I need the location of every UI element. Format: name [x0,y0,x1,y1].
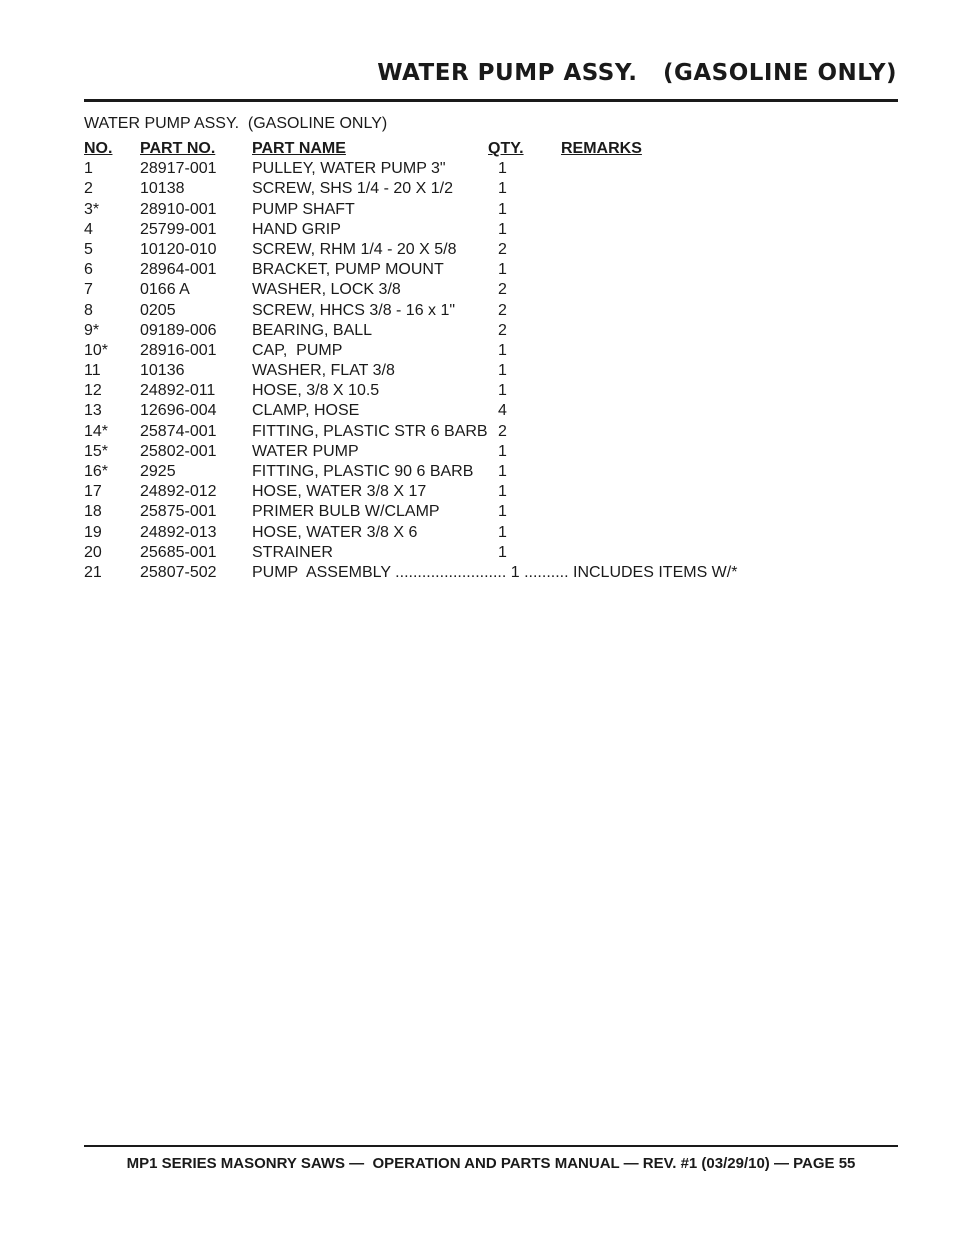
part-number: 25799-001 [140,220,217,238]
parts-list-row [84,220,844,240]
part-number: 10136 [140,362,185,380]
parts-list-row [84,321,844,341]
part-number: 25874-001 [140,422,217,440]
part-name: WASHER, FLAT 3/8 [252,362,395,380]
part-number: 24892-012 [140,483,217,501]
part-name: PUMP SHAFT [252,200,355,218]
quantity: 2 [498,321,507,339]
part-name: BRACKET, PUMP MOUNT [252,261,444,279]
item-number: 10* [84,341,109,359]
parts-list-row [84,381,844,401]
item-number: 3* [84,200,100,218]
section-title: WATER PUMP ASSY. (GASOLINE ONLY) [84,115,388,132]
item-number: 7 [84,281,93,299]
parts-list-row [84,361,844,381]
part-name: FITTING, PLASTIC 90 6 BARB [252,463,474,480]
part-number: 25802-001 [140,442,217,460]
part-number: 0166 A [140,281,190,299]
part-number: 28917-001 [140,160,217,178]
parts-list-row [84,422,844,442]
part-number: 10138 [140,180,185,198]
quantity: 1 [498,442,507,460]
parts-list-row [84,179,844,199]
item-number: 2 [84,180,93,198]
part-name: BEARING, BALL [252,321,373,339]
parts-list-row [84,442,844,462]
part-name: HOSE, WATER 3/8 X 17 [252,483,427,501]
column-header-qty: QTY. [488,140,524,157]
part-name: FITTING, PLASTIC STR 6 BARB [252,422,488,440]
item-number: 17 [84,483,102,501]
part-name: SCREW, SHS 1/4 - 20 X 1/2 [252,180,453,198]
part-name: SCREW, RHM 1/4 - 20 X 5/8 [252,240,457,258]
item-number: 14* [84,422,109,440]
part-name: HOSE, WATER 3/8 X 6 [252,523,418,541]
quantity: 1 [498,261,507,279]
quantity: 4 [498,402,507,420]
part-name: SCREW, HHCS 3/8 - 16 x 1" [252,301,456,319]
quantity: 1 [498,483,507,501]
quantity: 1 [498,200,507,218]
parts-list-header [84,139,844,159]
parts-list-row [84,200,844,220]
part-name: WATER PUMP [252,442,359,460]
part-number: 24892-013 [140,523,217,541]
quantity: 1 [498,523,507,541]
part-number: 0205 [140,301,176,319]
part-name: PULLEY, WATER PUMP 3" [252,160,446,178]
column-header-remarks: REMARKS [561,140,642,157]
parts-list-row [84,401,844,421]
part-name: HOSE, 3/8 X 10.5 [252,382,380,400]
item-number: 4 [84,220,93,238]
item-number: 5 [84,240,93,258]
quantity: 2 [498,422,507,440]
item-number: 8 [84,301,93,319]
parts-list-row [84,280,844,300]
parts-list [84,139,844,583]
part-name: STRAINER [252,543,333,561]
part-name: HAND GRIP [252,220,341,238]
part-number: 12696-004 [140,402,217,420]
parts-list-row-assembly [84,563,844,583]
quantity: 1 [498,463,507,480]
item-number: 12 [84,382,102,400]
part-number: 25807-502 [140,563,217,581]
column-header-part-no: PART NO. [140,140,216,157]
parts-list-row [84,523,844,543]
item-number: 13 [84,402,102,420]
quantity: 1 [498,503,507,521]
part-name: PRIMER BULB W/CLAMP [252,503,440,521]
part-name: WASHER, LOCK 3/8 [252,281,401,299]
page-title: WATER PUMP ASSY. (GASOLINE ONLY) [377,60,897,86]
parts-list-row [84,543,844,563]
part-number: 28910-001 [140,200,217,218]
item-number: 21 [84,563,102,581]
parts-list-row [84,482,844,502]
quantity: 1 [498,341,507,359]
item-number: 11 [84,362,101,380]
quantity: 2 [498,301,507,319]
assembly-line: PUMP ASSEMBLY ......................... 1 .......... INCLUDES ITEMS W/* [252,563,738,581]
page-footer: MP1 SERIES MASONRY SAWS — OPERATION AND PARTS MANUAL — REV. #1 (03/29/10) — PAGE 55 [126,1155,856,1172]
item-number: 20 [84,543,102,561]
part-number: 25875-001 [140,503,217,521]
quantity: 1 [498,160,507,178]
part-number: 28964-001 [140,261,217,279]
part-number: 24892-011 [140,382,216,400]
parts-list-row [84,260,844,280]
parts-list-row [84,462,844,482]
item-number: 6 [84,261,93,279]
part-number: 28916-001 [140,341,217,359]
parts-list-row [84,502,844,522]
parts-list-body [84,159,844,563]
parts-list-row [84,159,844,179]
item-number: 18 [84,503,102,521]
column-header-part-name: PART NAME [252,140,346,157]
part-number: 10120-010 [140,240,217,258]
part-number: 09189-006 [140,321,217,339]
part-name: CLAMP, HOSE [252,402,360,420]
quantity: 2 [498,240,507,258]
quantity: 1 [498,543,507,561]
quantity: 1 [498,362,507,380]
quantity: 2 [498,281,507,299]
parts-list-row [84,240,844,260]
part-number: 25685-001 [140,543,217,561]
parts-list-row [84,301,844,321]
parts-list-row [84,341,844,361]
item-number: 1 [84,160,93,178]
header-divider [84,99,898,102]
item-number: 15* [84,442,109,460]
item-number: 9* [84,321,100,339]
quantity: 1 [498,180,507,198]
part-name: CAP, PUMP [252,341,343,359]
quantity: 1 [498,382,507,400]
column-header-no: NO. [84,140,113,157]
part-number: 2925 [140,463,176,480]
quantity: 1 [498,220,507,238]
footer-divider [84,1145,898,1147]
item-number: 19 [84,523,102,541]
item-number: 16* [84,463,109,480]
